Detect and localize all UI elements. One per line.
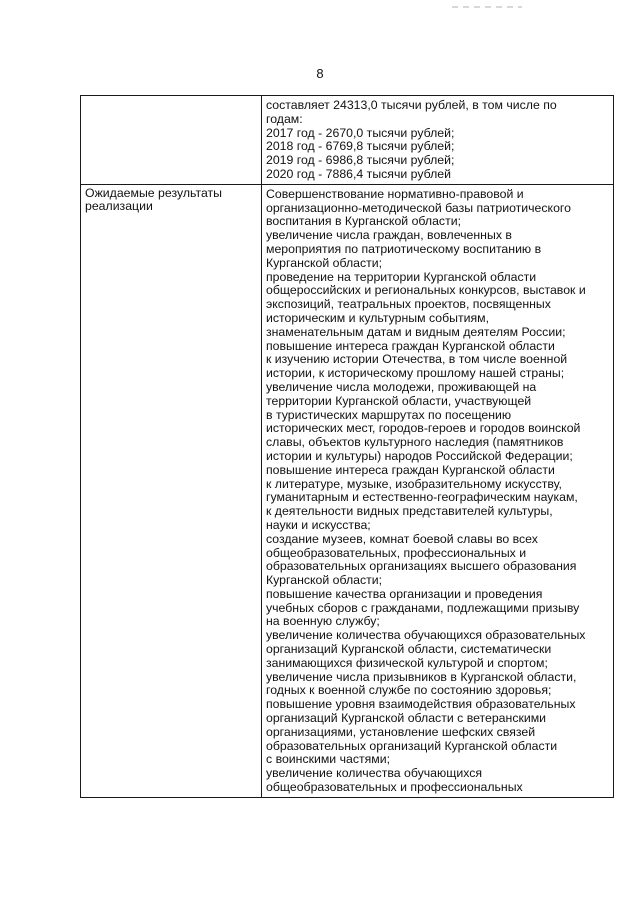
text-line: организационно-методической базы патриотического xyxy=(266,200,571,215)
text-line: территории Курганской области, участвующей xyxy=(266,393,532,408)
table-row-financing xyxy=(81,96,613,184)
text-line: годных к военной службе по состоянию здоровья; xyxy=(266,683,552,698)
text-line: Совершенствование нормативно-правовой и xyxy=(266,186,524,201)
scan-artifact xyxy=(452,6,522,8)
text-line: увеличение количества обучающихся образовательных xyxy=(266,628,586,643)
text-line: организаций Курганской области с ветеранскими xyxy=(266,711,547,726)
text-line: знаменательным датам и видным деятелям России; xyxy=(266,324,566,339)
row-content-expected-results xyxy=(262,185,613,797)
text-line: славы, объектов культурного наследия (памятников xyxy=(266,435,564,450)
label-line: Ожидаемые результаты xyxy=(85,185,223,200)
text-line: увеличение числа граждан, вовлеченных в xyxy=(266,228,512,243)
text-line: составляет 24313,0 тысячи рублей, в том числе по xyxy=(266,98,557,112)
text-line: общероссийских и региональных конкурсов, выставок и xyxy=(266,283,586,298)
text-line: повышение качества организации и проведения xyxy=(266,586,543,601)
row-label-expected-results xyxy=(81,185,262,797)
page-number: 8 xyxy=(316,66,324,81)
text-line: 2018 год - 6769,8 тысячи рублей; xyxy=(266,139,455,154)
text-line: общеобразовательных, профессиональных и xyxy=(266,545,527,560)
text-line: в туристических маршрутах по посещению xyxy=(266,407,512,422)
text-line: проведение на территории Курганской области xyxy=(266,269,537,284)
text-line: с воинскими частями; xyxy=(266,752,391,767)
text-line: организациями, установление шефских связей xyxy=(266,724,536,739)
text-line: к литературе, музыке, изобразительному искусству, xyxy=(266,476,562,491)
text-line: к изучению истории Отечества, в том числе военной xyxy=(266,352,568,367)
text-line: истории, к историческому прошлому нашей страны; xyxy=(266,366,565,381)
text-line: к деятельности видных представителей культуры, xyxy=(266,504,553,519)
text-line: мероприятия по патриотическому воспитанию в xyxy=(266,241,542,256)
text-line: науки и искусства; xyxy=(266,517,371,532)
text-line: годам: xyxy=(266,111,303,126)
text-line: увеличение количества обучающихся xyxy=(266,766,483,781)
text-line: повышение интереса граждан Курганской области xyxy=(266,462,555,477)
text-line: занимающихся физической культурой и спортом; xyxy=(266,655,548,670)
text-line: 2019 год - 6986,8 тысячи рублей; xyxy=(266,153,455,168)
text-line: Курганской области; xyxy=(266,255,383,270)
text-line: образовательных организациях высшего образования xyxy=(266,559,577,574)
text-line: на военную службу; xyxy=(266,614,380,629)
text-line: Курганской области; xyxy=(266,573,383,588)
text-line: историческим и культурным событиям, xyxy=(266,310,490,325)
text-line: истории и культуры) народов Российской Федерации; xyxy=(266,448,573,463)
text-line: создание музеев, комнат боевой славы во всех xyxy=(266,531,538,546)
label-line: реализации xyxy=(85,199,153,214)
text-line: воспитания в Курганской области; xyxy=(266,214,461,229)
text-line: увеличение числа призывников в Курганской области, xyxy=(266,669,577,684)
program-passport-table xyxy=(80,95,614,798)
text-line: гуманитарным и естественно-географическим наукам, xyxy=(266,490,578,505)
text-line: повышение интереса граждан Курганской области xyxy=(266,338,555,353)
row-label-financing xyxy=(81,96,262,184)
table-row-expected-results xyxy=(81,184,613,797)
text-line: образовательных организаций Курганской области xyxy=(266,738,558,753)
text-line: 2017 год - 2670,0 тысячи рублей; xyxy=(266,125,455,140)
text-line: общеобразовательных и профессиональных xyxy=(266,780,523,795)
text-line: экспозиций, театральных проектов, посвященных xyxy=(266,297,551,312)
row-content-financing xyxy=(262,96,613,184)
text-line: учебных сборов с гражданами, подлежащими призыву xyxy=(266,600,580,615)
text-line: организаций Курганской области, систематически xyxy=(266,642,552,657)
text-line: 2020 год - 7886,4 тысячи рублей xyxy=(266,166,452,181)
text-line: исторических мест, городов-героев и городов воинской xyxy=(266,421,581,436)
text-line: увеличение числа молодежи, проживающей на xyxy=(266,379,537,394)
text-line: повышение уровня взаимодействия образовательных xyxy=(266,697,576,712)
